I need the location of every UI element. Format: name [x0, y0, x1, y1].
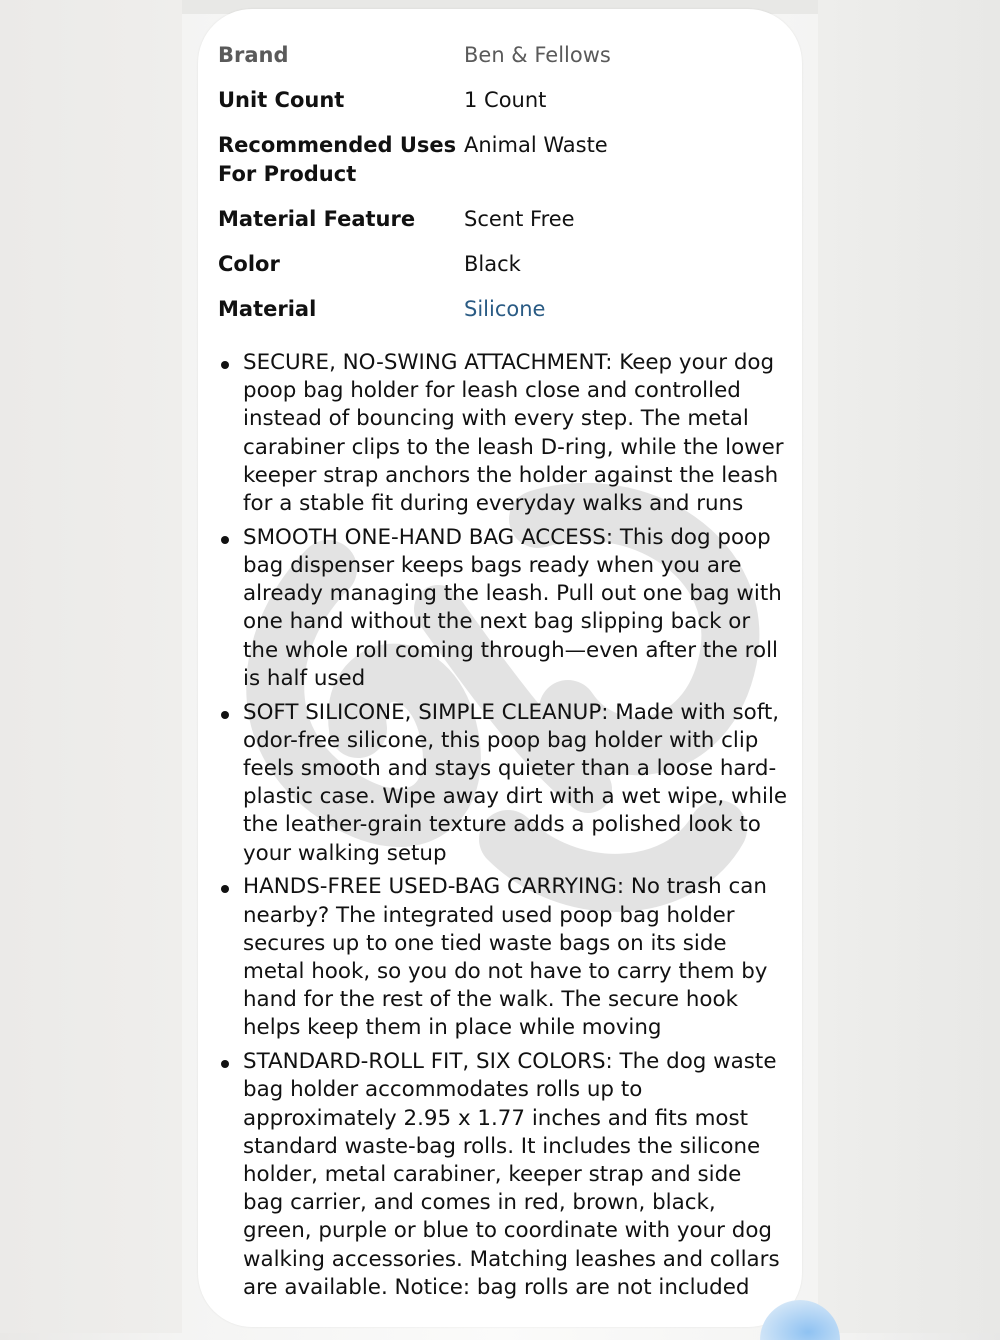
spec-key: Unit Count	[218, 88, 345, 112]
spec-key: Recommended Uses For Product	[218, 133, 457, 186]
product-highlights-card	[198, 9, 802, 1327]
feature-bullet: STANDARD-ROLL FIT, SIX COLORS: The dog waste bag holder accommodates rolls up to approximately 2.95 x 1.77 inches and fits most standard waste-bag rolls. It includes the silicone holder, metal carabiner, keeper strap and side bag carrier, and comes in red, brown, black, green, purple or blue to coordinate with your dog walking accessories. Matching leashes and collars are available. Notice: bag rolls are not included	[218, 1048, 788, 1302]
spec-row-recommended-uses	[218, 131, 788, 189]
spec-value: Scent Free	[464, 207, 575, 231]
feature-bullet: SMOOTH ONE-HAND BAG ACCESS: This dog poop bag dispenser keeps bags ready when you are already managing the leash. Pull out one bag with one hand without the next bag slipping back or the whole roll coming through—even after the roll is half used	[218, 524, 788, 693]
spec-key: Material	[218, 297, 317, 321]
spec-row-brand	[218, 41, 788, 70]
spec-value: Black	[464, 252, 521, 276]
feature-bullet: HANDS-FREE USED-BAG CARRYING: No trash can nearby? The integrated used poop bag holder secures up to one tied waste bags on its side metal hook, so you do not have to carry them by hand for the rest of the walk. The secure hook helps keep them in place while moving	[218, 873, 788, 1042]
spec-key: Brand	[218, 43, 289, 67]
spec-row-material	[218, 295, 788, 324]
feature-bullet-list	[218, 349, 788, 1308]
spec-value: 1 Count	[464, 88, 547, 112]
spec-value: Animal Waste	[464, 133, 608, 157]
spec-row-material-feature	[218, 205, 788, 234]
background-right	[818, 0, 1000, 1333]
feature-bullet: SOFT SILICONE, SIMPLE CLEANUP: Made with soft, odor-free silicone, this poop bag holder with clip feels smooth and stays quieter than a loose hard-plastic case. Wipe away dirt with a wet wipe, while the leather-grain texture adds a polished look to your walking setup	[218, 699, 788, 868]
background-left	[0, 0, 182, 1333]
material-link[interactable]: Silicone	[464, 297, 546, 321]
spec-row-unit-count	[218, 86, 788, 115]
spec-row-color	[218, 250, 788, 279]
feature-bullet: SECURE, NO-SWING ATTACHMENT: Keep your dog poop bag holder for leash close and controlled instead of bouncing with every step. The metal carabiner clips to the leash D-ring, while the lower keeper strap anchors the holder against the leash for a stable fit during everyday walks and runs	[218, 349, 788, 518]
spec-table	[218, 41, 788, 340]
spec-key: Color	[218, 252, 280, 276]
spec-key: Material Feature	[218, 207, 416, 231]
spec-value: Ben & Fellows	[464, 43, 611, 67]
